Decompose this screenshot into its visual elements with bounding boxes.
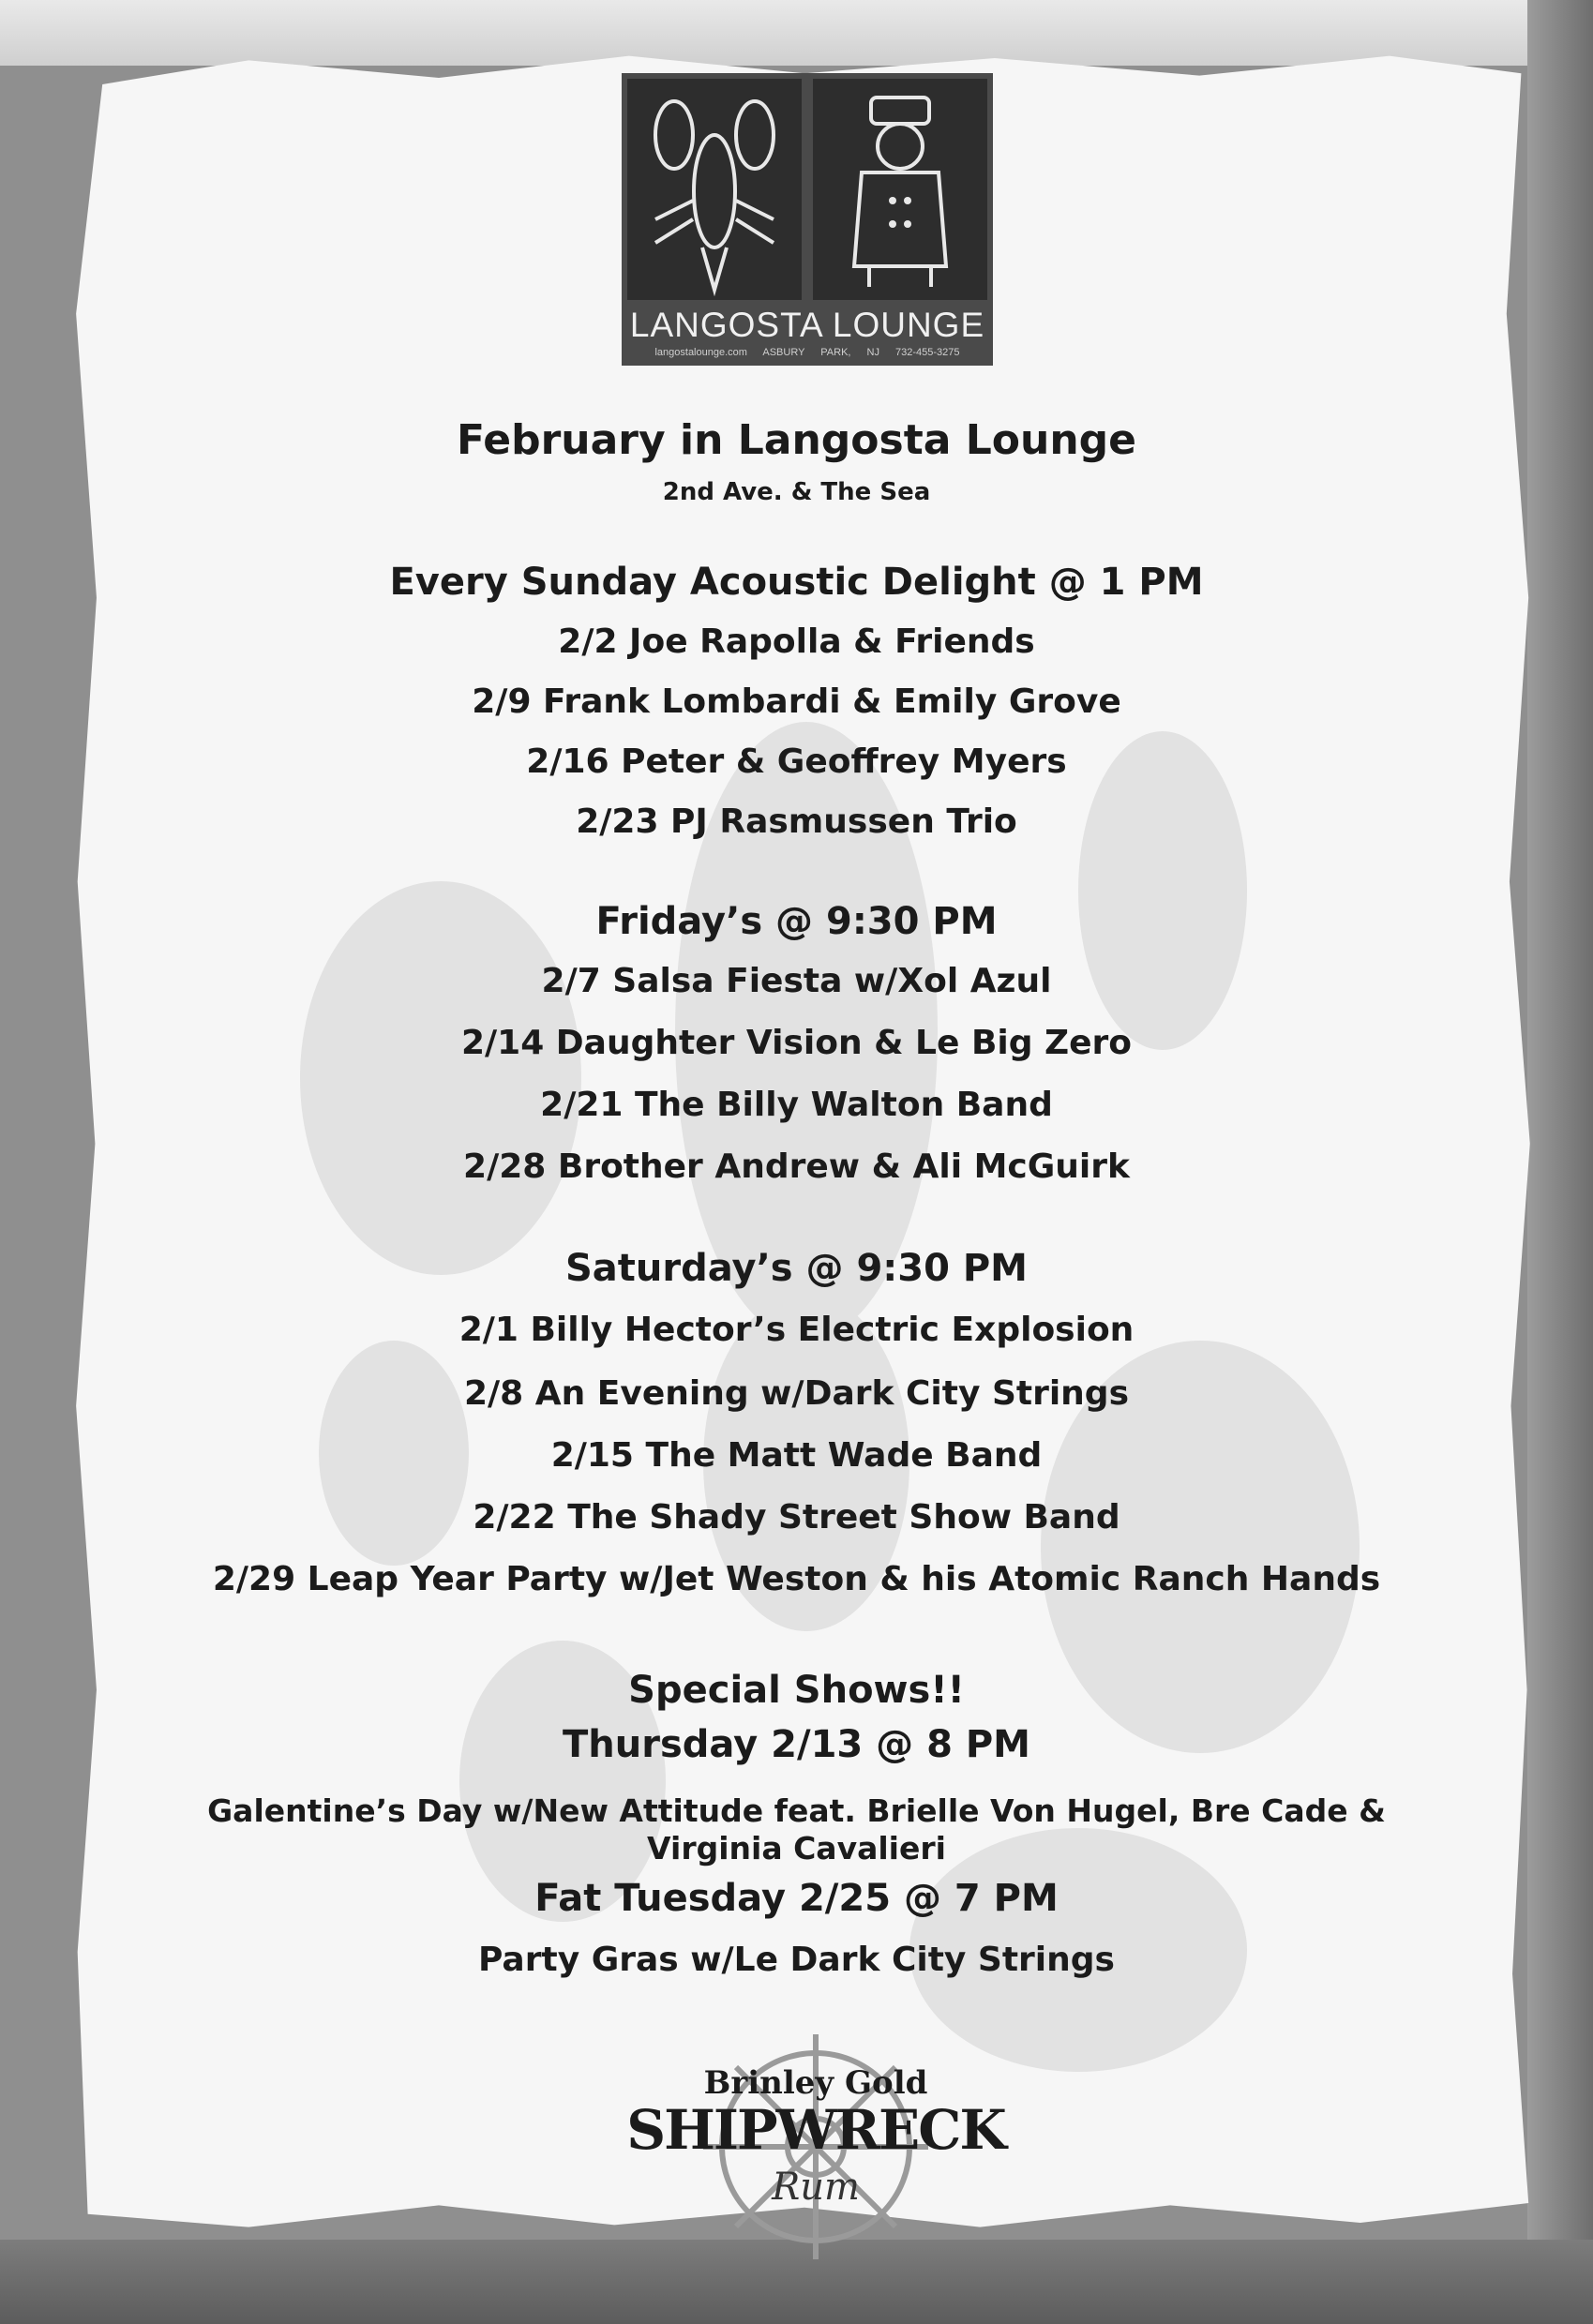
logo-title: LANGOSTA LOUNGE xyxy=(629,306,985,344)
saturday-heading: Saturday’s @ 9:30 PM xyxy=(565,1247,1028,1290)
list-item: 2/22 The Shady Street Show Band xyxy=(473,1498,1120,1537)
langosta-lounge-logo xyxy=(622,73,993,366)
friday-heading: Friday’s @ 9:30 PM xyxy=(595,900,998,943)
list-item: 2/29 Leap Year Party w/Jet Weston & his Atomic Ranch Hands xyxy=(212,1560,1381,1598)
list-item: 2/16 Peter & Geoffrey Myers xyxy=(526,742,1067,781)
list-item: 2/14 Daughter Vision & Le Big Zero xyxy=(460,1024,1133,1062)
sponsor-line-2: SHIPWRECK xyxy=(626,2098,1005,2162)
shipwreck-rum-logo xyxy=(600,2016,1031,2259)
list-item: 2/21 The Billy Walton Band xyxy=(540,1086,1053,1124)
fat-tuesday-heading: Fat Tuesday 2/25 @ 7 PM xyxy=(534,1877,1059,1920)
logo-fine-print: langostalounge.com ASBURY PARK, NJ 732-455-3275 xyxy=(654,347,960,358)
lobster-icon xyxy=(627,79,802,300)
list-item: 2/7 Salsa Fiesta w/Xol Azul xyxy=(541,962,1052,1000)
lobster-panel xyxy=(627,79,802,300)
sponsor-line-3: Rum xyxy=(772,2166,860,2209)
galentine-line-1: Galentine’s Day w/New Attitude feat. Brielle Von Hugel, Bre Cade & xyxy=(207,1792,1386,1829)
list-item: 2/1 Billy Hector’s Electric Explosion xyxy=(458,1311,1135,1349)
galentine-line-2: Virginia Cavalieri xyxy=(647,1830,946,1867)
list-item: 2/28 Brother Andrew & Ali McGuirk xyxy=(463,1147,1130,1186)
page-subtitle: 2nd Ave. & The Sea xyxy=(662,478,931,506)
list-item: 2/23 PJ Rasmussen Trio xyxy=(576,802,1017,841)
list-item: 2/9 Frank Lombardi & Emily Grove xyxy=(472,682,1121,721)
special-heading: Special Shows!! xyxy=(628,1669,965,1712)
page-title: February in Langosta Lounge xyxy=(456,416,1136,464)
thursday-heading: Thursday 2/13 @ 8 PM xyxy=(562,1723,1030,1766)
party-gras-line: Party Gras w/Le Dark City Strings xyxy=(478,1941,1115,1979)
captain-panel xyxy=(813,79,987,300)
sponsor-line-1: Brinley Gold xyxy=(703,2064,928,2102)
list-item: 2/15 The Matt Wade Band xyxy=(550,1436,1043,1475)
sunday-heading: Every Sunday Acoustic Delight @ 1 PM xyxy=(389,561,1204,604)
list-item: 2/8 An Evening w/Dark City Strings xyxy=(463,1374,1129,1413)
captain-icon xyxy=(813,79,987,300)
list-item: 2/2 Joe Rapolla & Friends xyxy=(558,622,1035,661)
